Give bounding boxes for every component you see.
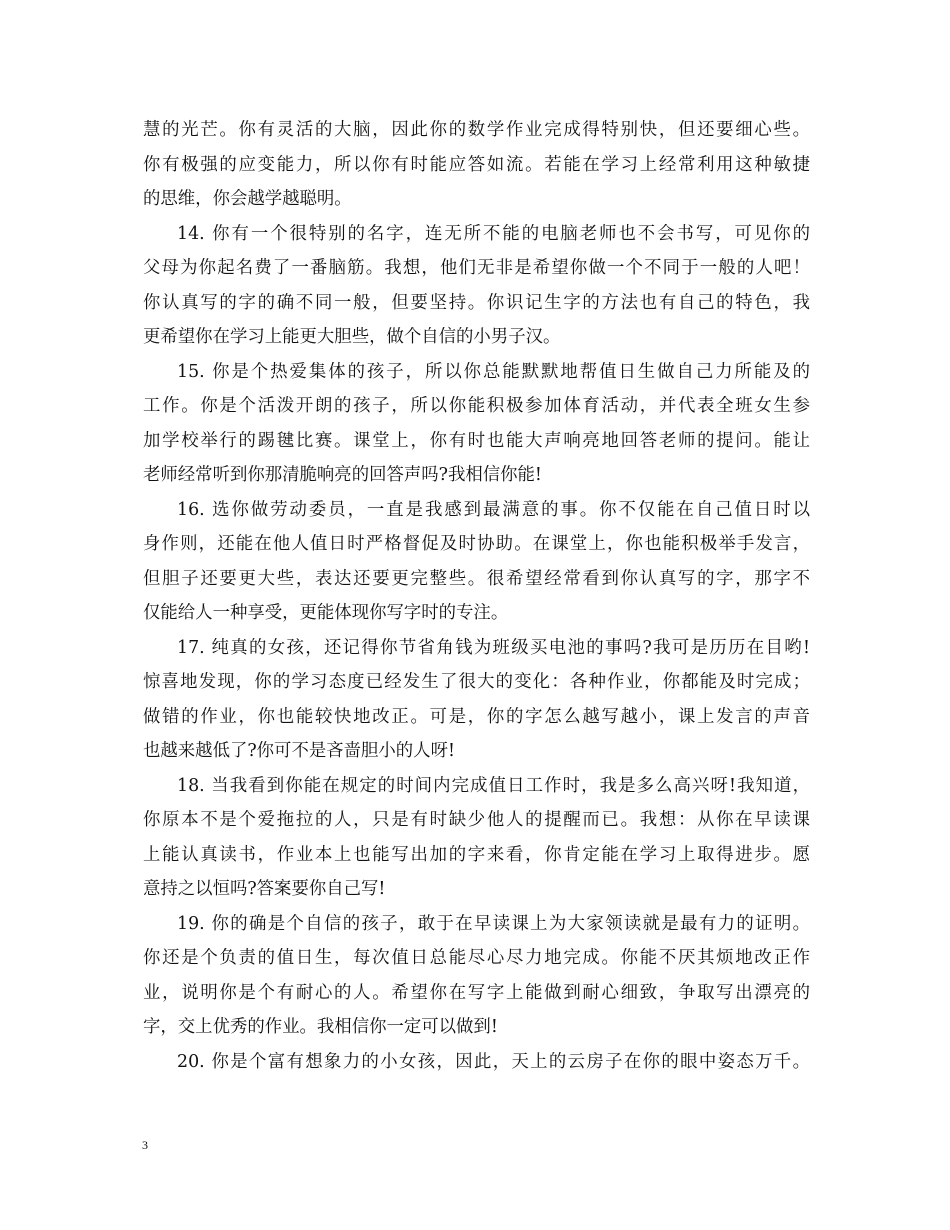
text-line: 更希望你在学习上能更大胆些，做个自信的小男子汉。 [143, 327, 561, 347]
text-line: 业，说明你是个有耐心的人。希望你在写字上能做到耐心细致，争取写出漂亮的 [143, 982, 810, 1003]
text-line: 你原本不是个爱拖拉的人，只是有时缺少他人的提醒而已。我想：从你在早读课 [143, 810, 810, 830]
document-body [143, 113, 810, 1079]
text-line: 18. 当我看到你能在规定的时间内完成值日工作时，我是多么高兴呀!我知道， [177, 775, 810, 796]
text-line: 惊喜地发现，你的学习态度已经发生了很大的变化：各种作业，你都能及时完成； [143, 672, 810, 692]
text-line: 16. 选你做劳动委员，一直是我感到最满意的事。你不仅能在自己值日时以 [177, 499, 810, 520]
text-line: 你有极强的应变能力，所以你有时能应答如流。若能在学习上经常利用这种敏捷 [143, 154, 810, 175]
text-line: 15. 你是个热爱集体的孩子，所以你总能默默地帮值日生做自己力所能及的 [177, 361, 810, 382]
text-line: 老师经常听到你那清脆响亮的回答声吗?我相信你能! [143, 465, 542, 485]
text-line: 身作则，还能在他人值日时严格督促及时协助。在课堂上，你也能积极举手发言， [143, 534, 810, 554]
page-number: 3 [142, 1138, 148, 1152]
text-line: 19. 你的确是个自信的孩子，敢于在早读课上为大家领读就是最有力的证明。 [177, 913, 810, 934]
paragraph [143, 355, 810, 493]
text-line: 的思维，你会越学越聪明。 [143, 189, 352, 209]
text-line: 工作。你是个活泼开朗的孩子，所以你能积极参加体育活动，并代表全班女生参 [143, 396, 810, 416]
text-line: 字，交上优秀的作业。我相信你一定可以做到! [143, 1017, 498, 1037]
text-line: 你认真写的字的确不同一般，但要坚持。你识记生字的方法也有自己的特色，我 [143, 292, 810, 313]
text-line: 但胆子还要更大些，表达还要更完整些。很希望经常看到你认真写的字，那字不 [143, 568, 810, 589]
text-line: 做错的作业，你也能较快地改正。可是，你的字怎么越写越小，课上发言的声音 [143, 706, 810, 727]
text-line: 14. 你有一个很特别的名字，连无所不能的电脑老师也不会书写，可见你的 [177, 223, 810, 244]
paragraph [143, 631, 810, 769]
text-line: 你还是个负责的值日生，每次值日总能尽心尽力地完成。你能不厌其烦地改正作 [143, 948, 810, 968]
paragraph [143, 769, 810, 907]
paragraph [143, 907, 810, 1045]
text-line: 加学校举行的踢毽比赛。课堂上，你有时也能大声响亮地回答老师的提问。能让 [143, 430, 810, 451]
text-line: 意持之以恒吗?答案要你自己写! [143, 879, 386, 899]
text-line: 上能认真读书，作业本上也能写出加的字来看，你肯定能在学习上取得进步。愿 [143, 844, 810, 865]
paragraph [143, 113, 810, 217]
text-line: 17. 纯真的女孩，还记得你节省角钱为班级买电池的事吗?我可是历历在目哟! [177, 637, 810, 658]
paragraph [143, 1045, 810, 1080]
paragraph [143, 493, 810, 631]
text-line: 父母为你起名费了一番脑筋。我想，他们无非是希望你做一个不同于一般的人吧！ [143, 258, 810, 278]
text-line: 20. 你是个富有想象力的小女孩，因此，天上的云房子在你的眼中姿态万千。 [177, 1051, 810, 1072]
text-line: 也越来越低了?你可不是吝啬胆小的人呀! [143, 741, 455, 761]
paragraph [143, 217, 810, 355]
text-line: 仅能给人一种享受，更能体现你写字时的专注。 [143, 603, 509, 623]
text-line: 慧的光芒。你有灵活的大脑，因此你的数学作业完成得特别快，但还要细心些。 [143, 120, 810, 140]
